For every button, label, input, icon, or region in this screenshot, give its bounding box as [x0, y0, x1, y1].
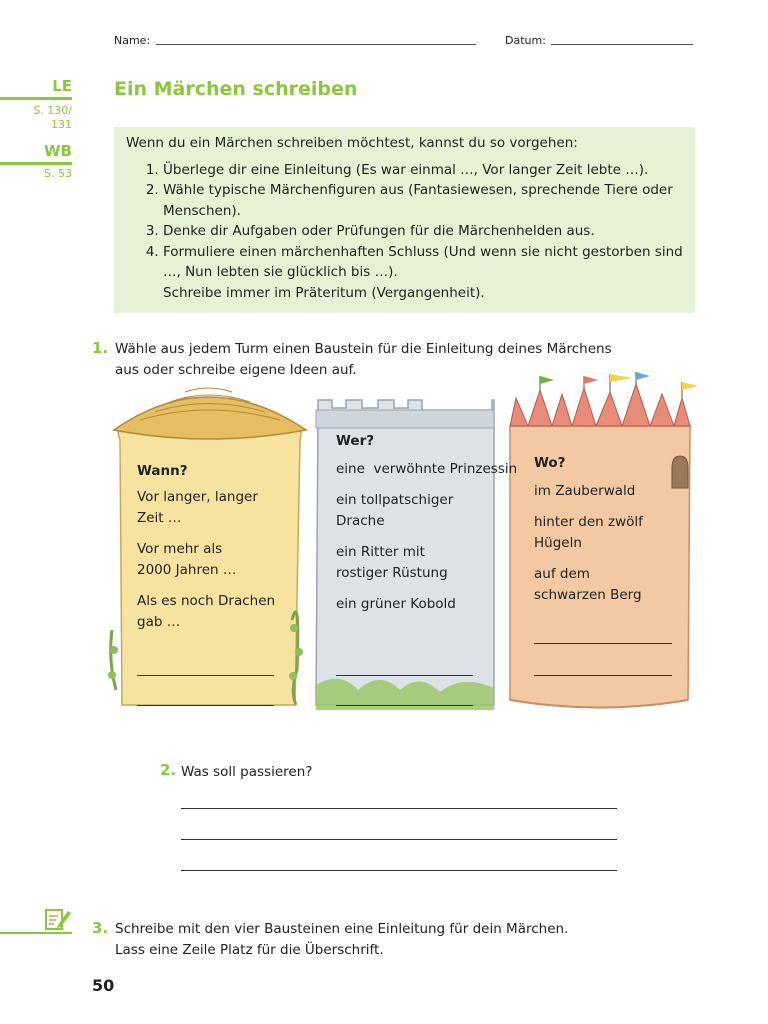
tower-wer-item	[336, 459, 518, 480]
tower-wer-heading: Wer?	[336, 433, 375, 449]
info-step: 4. Formuliere einen märchenhaften Schluss (Und wenn sie nicht gestorben sind …, Nun lebten sie glücklich bis …). Schreibe immer im Präteritum (Vergangenheit).	[163, 242, 685, 304]
le-tag: LE	[52, 77, 72, 95]
wann-write-line[interactable]	[137, 675, 274, 676]
tower-wer-item: ein Ritter mit rostiger Rüstung	[336, 544, 448, 581]
info-steps	[126, 160, 685, 304]
wb-tag: WB	[44, 142, 72, 160]
tower-wo	[534, 455, 674, 606]
date-write-line[interactable]	[551, 44, 693, 45]
le-rule	[0, 97, 72, 100]
info-step: 2. Wähle typische Märchenfiguren aus (Fantasiewesen, sprechende Tiere oder Menschen).	[163, 180, 685, 221]
info-step: 3. Denke dir Aufgaben oder Prüfungen für die Märchenhelden aus.	[163, 221, 685, 242]
task-3-number: 3.	[92, 919, 109, 937]
task-2-text: Was soll passieren?	[181, 764, 313, 780]
task-3-rule	[0, 932, 72, 934]
tower-wo-item: auf dem schwarzen Berg	[534, 566, 642, 603]
le-page-ref: S. 130/ 131	[33, 104, 72, 131]
page-title: Ein Märchen schreiben	[114, 78, 358, 100]
task-3-line-2: Lass eine Zeile Platz für die Überschrift.	[115, 942, 384, 958]
tower-wo-item: im Zauberwald	[534, 483, 636, 499]
tower-wo-item: hinter den zwölf Hügeln	[534, 514, 643, 551]
date-label: Datum:	[505, 34, 546, 47]
tower-wann-item: Als es noch Drachen gab …	[137, 593, 276, 630]
tower-wann-heading: Wann?	[137, 463, 188, 479]
wer-write-line[interactable]	[336, 705, 473, 706]
wb-page-ref: S. 53	[44, 167, 72, 180]
tower-wann-item: Vor mehr als 2000 Jahren …	[137, 541, 237, 578]
tower-wer-item: ein tollpatschiger Drache	[336, 492, 454, 529]
name-label: Name:	[114, 34, 151, 47]
writing-task-icon	[44, 907, 72, 931]
wo-write-line[interactable]	[534, 675, 672, 676]
wo-write-line[interactable]	[534, 643, 672, 644]
task-2-write-line[interactable]	[181, 870, 617, 871]
tower-wer	[336, 433, 518, 615]
tower-wer-item: ein grüner Kobold	[336, 596, 456, 612]
task-1-text: Wähle aus jedem Turm einen Baustein für die Einleitung deines Märchens aus oder schreibe eigene Ideen auf.	[115, 341, 612, 378]
tower-wer-item-text: eine verwöhnte Prinzessin	[336, 461, 518, 477]
task-2-write-line[interactable]	[181, 839, 617, 840]
task-1-number: 1.	[92, 339, 109, 357]
wer-write-line[interactable]	[336, 675, 473, 676]
tower-wann	[137, 463, 277, 633]
info-intro: Wenn du ein Märchen schreiben möchtest, kannst du so vorgehen:	[126, 135, 578, 151]
page-number: 50	[92, 976, 115, 995]
wb-rule	[0, 162, 72, 165]
tower-wo-heading: Wo?	[534, 455, 566, 471]
tower-wann-item: Vor langer, langer Zeit …	[137, 489, 258, 526]
wann-write-line[interactable]	[137, 705, 274, 706]
task-2-write-line[interactable]	[181, 808, 617, 809]
info-step: 1. Überlege dir eine Einleitung (Es war einmal …, Vor langer Zeit lebte …).	[163, 160, 685, 181]
task-2-number: 2.	[160, 761, 177, 779]
info-box	[114, 127, 695, 313]
name-write-line[interactable]	[156, 44, 476, 45]
task-3-line-1: Schreibe mit den vier Bausteinen eine Einleitung für dein Märchen.	[115, 921, 569, 937]
